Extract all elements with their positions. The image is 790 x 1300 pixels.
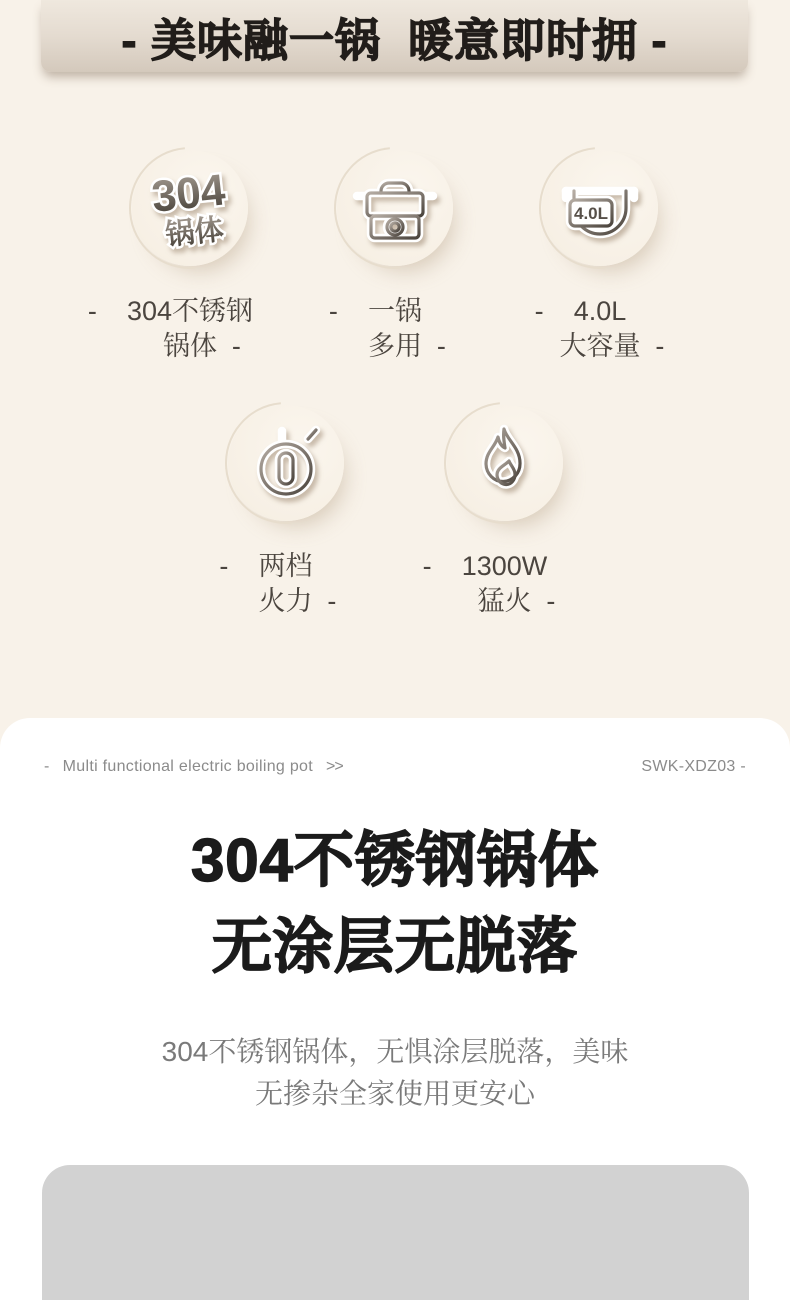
power-dial-icon (228, 405, 344, 521)
subtext-line-1: 304不锈钢锅体，无惧涂层脱落，美味 (161, 1035, 629, 1067)
svg-text:4.0L: 4.0L (573, 204, 609, 223)
dash: - (327, 585, 337, 616)
multi-use-pot-icon (337, 150, 453, 266)
badge-304-icon (132, 150, 248, 266)
heading-line-1: 304不锈钢锅体 (190, 827, 600, 894)
model-number: SWK-XDZ03 - (641, 758, 746, 775)
dash: - (328, 296, 338, 326)
feature-label: - 一锅 多用 - (368, 294, 422, 363)
chevron-arrows: >> (325, 758, 343, 775)
dash: - (231, 330, 241, 361)
section-heading (0, 818, 790, 991)
svg-text:锅体: 锅体 (164, 213, 226, 252)
dash: - (44, 758, 50, 775)
feature-1300w (402, 405, 607, 618)
feature-304-steel (88, 150, 293, 363)
feature-label: - 两档 火力 - (259, 549, 313, 618)
badge-304-icon (132, 150, 248, 266)
feature-capacity (498, 150, 703, 363)
dash: - (422, 551, 432, 582)
power-dial-icon (228, 405, 344, 521)
feature-multi-use (293, 150, 498, 363)
flame-icon (447, 405, 563, 521)
section-subtext (0, 1031, 790, 1115)
info-card (0, 718, 790, 1300)
capacity-pot-icon (542, 150, 658, 266)
feature-label: - 4.0L 大容量 - (560, 294, 641, 363)
feature-row-1 (0, 150, 790, 363)
feature-label: - 304不锈钢 锅体 - (127, 294, 253, 363)
promo-banner (41, 0, 748, 72)
feature-label: - 1300W 猛火 - (462, 549, 548, 618)
feature-two-heat-levels (183, 405, 388, 618)
card-header (0, 718, 790, 776)
banner-title: - 美味融一锅 暖意即时拥 - (121, 14, 668, 66)
dash: - (655, 330, 665, 361)
product-image-placeholder (42, 1165, 749, 1300)
product-name-en-group (44, 758, 343, 776)
product-name-en: Multi functional electric boiling pot (62, 758, 313, 775)
heading-line-2: 无涂层无脱落 (212, 913, 578, 981)
feature-row-2 (0, 405, 790, 618)
svg-text:304: 304 (149, 165, 228, 222)
dash: - (219, 551, 229, 582)
capacity-pot-icon (542, 150, 658, 266)
dash: - (534, 296, 544, 326)
features-grid (0, 150, 790, 618)
dash: - (87, 296, 97, 326)
dash: - (546, 585, 556, 616)
multi-use-pot-icon (337, 150, 453, 266)
subtext-line-2: 无掺杂全家使用更安心 (254, 1077, 535, 1109)
dash: - (436, 330, 446, 361)
flame-icon (447, 405, 563, 521)
